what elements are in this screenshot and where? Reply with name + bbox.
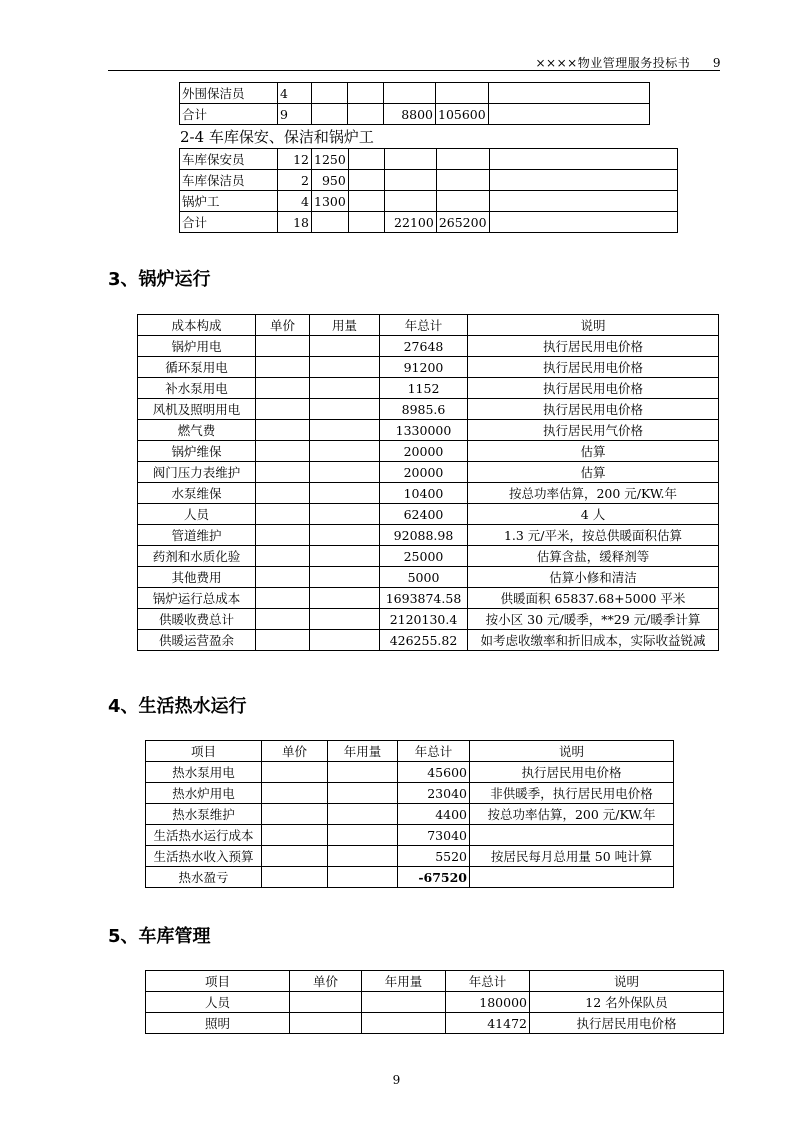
table-cell xyxy=(348,191,384,212)
table-cell xyxy=(256,336,310,357)
table-cell: 1693874.58 xyxy=(380,588,468,609)
table-cell xyxy=(328,804,398,825)
table-cell: 45600 xyxy=(398,762,470,783)
table-cell xyxy=(256,420,310,441)
table-cell: 车库保洁员 xyxy=(180,170,278,191)
table-cell xyxy=(348,212,384,233)
table-row xyxy=(138,567,719,588)
table-row xyxy=(146,804,674,825)
table-cell xyxy=(310,441,380,462)
table-cell xyxy=(290,992,362,1013)
table-cell xyxy=(488,104,649,125)
table-cell xyxy=(262,804,328,825)
table-cell: 循环泵用电 xyxy=(138,357,256,378)
table-cell: 水泵维保 xyxy=(138,483,256,504)
page-footer-number: 9 xyxy=(392,1073,401,1087)
table-cell xyxy=(328,867,398,888)
table-cell xyxy=(436,149,489,170)
table-cell xyxy=(262,825,328,846)
table-cell: 执行居民用电价格 xyxy=(468,378,719,399)
table-cell: 补水泵用电 xyxy=(138,378,256,399)
table-cell: 22100 xyxy=(384,212,436,233)
hot-water-table xyxy=(145,740,674,888)
table-cell xyxy=(310,462,380,483)
table-cell: 1250 xyxy=(312,149,349,170)
table-cell: 执行居民用电价格 xyxy=(468,357,719,378)
table-cell xyxy=(348,170,384,191)
table-cell: 阀门压力表维护 xyxy=(138,462,256,483)
table-row xyxy=(180,191,678,212)
table-cell: 执行居民用气价格 xyxy=(468,420,719,441)
table-cell xyxy=(256,483,310,504)
table-cell xyxy=(310,525,380,546)
table-cell: 执行居民用电价格 xyxy=(468,399,719,420)
table-cell: 10400 xyxy=(380,483,468,504)
table-cell: 265200 xyxy=(436,212,489,233)
table-cell xyxy=(310,420,380,441)
header-page-number: 9 xyxy=(712,56,721,70)
table-cell xyxy=(436,170,489,191)
table-cell: 按总功率估算，200 元/KW.年 xyxy=(468,483,719,504)
table-cell xyxy=(312,212,349,233)
table-cell: 按居民每月总用量 50 吨计算 xyxy=(470,846,674,867)
garage-management-table xyxy=(145,970,724,1034)
table-row xyxy=(138,483,719,504)
table-cell xyxy=(348,83,384,104)
table-cell xyxy=(384,149,436,170)
table-row xyxy=(146,992,724,1013)
table-cell: 5520 xyxy=(398,846,470,867)
table-row xyxy=(138,588,719,609)
table-cell xyxy=(328,825,398,846)
section-title-hot-water: 4、生活热水运行 xyxy=(108,696,247,717)
table-row xyxy=(146,783,674,804)
header-title: ××××物业管理服务投标书 xyxy=(535,56,691,70)
table-cell xyxy=(328,783,398,804)
table-cell: 合计 xyxy=(180,104,278,125)
table-cell: 91200 xyxy=(380,357,468,378)
table-cell xyxy=(256,441,310,462)
table-header-row xyxy=(146,741,674,762)
table-cell: -67520 xyxy=(398,867,470,888)
staff-table-continued xyxy=(179,82,650,125)
table-row xyxy=(138,609,719,630)
table-header-row xyxy=(138,315,719,336)
table-cell: 成本构成 xyxy=(138,315,256,336)
table-cell xyxy=(256,378,310,399)
table-cell xyxy=(256,504,310,525)
table-cell xyxy=(310,609,380,630)
table-cell: 执行居民用电价格 xyxy=(468,336,719,357)
table-row xyxy=(180,83,650,104)
table-cell: 92088.98 xyxy=(380,525,468,546)
sub-heading: 2-4 车库保安、保洁和锅炉工 xyxy=(180,128,374,146)
table-cell: 如考虑收缴率和折旧成本，实际收益锐减 xyxy=(468,630,719,651)
table-cell xyxy=(384,170,436,191)
table-cell xyxy=(312,104,348,125)
table-row xyxy=(146,867,674,888)
table-cell xyxy=(256,630,310,651)
table-cell xyxy=(470,867,674,888)
table-cell: 人员 xyxy=(146,992,290,1013)
garage-staff-table xyxy=(179,148,678,233)
table-cell: 2 xyxy=(278,170,312,191)
table-cell: 热水盈亏 xyxy=(146,867,262,888)
table-cell xyxy=(310,546,380,567)
table-cell: 12 xyxy=(278,149,312,170)
table-cell xyxy=(256,525,310,546)
table-cell: 73040 xyxy=(398,825,470,846)
table-cell xyxy=(348,104,384,125)
table-cell: 单价 xyxy=(262,741,328,762)
table-cell: 项目 xyxy=(146,971,290,992)
table-cell: 8800 xyxy=(384,104,436,125)
table-cell xyxy=(348,149,384,170)
table-cell xyxy=(262,846,328,867)
table-cell xyxy=(384,191,436,212)
table-cell: 按小区 30 元/暖季，**29 元/暖季计算 xyxy=(468,609,719,630)
table-cell: 外围保洁员 xyxy=(180,83,278,104)
table-cell: 1.3 元/平米，按总供暖面积估算 xyxy=(468,525,719,546)
table-cell: 生活热水收入预算 xyxy=(146,846,262,867)
table-cell: 单价 xyxy=(256,315,310,336)
table-cell: 4 xyxy=(278,191,312,212)
table-cell xyxy=(310,357,380,378)
table-cell xyxy=(310,588,380,609)
table-cell: 说明 xyxy=(530,971,724,992)
table-cell: 180000 xyxy=(446,992,530,1013)
table-cell xyxy=(310,336,380,357)
table-cell: 供暖运营盈余 xyxy=(138,630,256,651)
table-cell xyxy=(312,83,348,104)
table-cell: 12 名外保队员 xyxy=(530,992,724,1013)
table-cell: 执行居民用电价格 xyxy=(470,762,674,783)
table-cell: 车库保安员 xyxy=(180,149,278,170)
header-divider xyxy=(108,70,720,71)
table-cell: 估算小修和清洁 xyxy=(468,567,719,588)
table-row xyxy=(180,149,678,170)
table-row xyxy=(138,546,719,567)
table-cell: 药剂和水质化验 xyxy=(138,546,256,567)
table-cell: 1152 xyxy=(380,378,468,399)
table-cell: 1330000 xyxy=(380,420,468,441)
table-cell: 4 xyxy=(278,83,312,104)
table-cell: 年用量 xyxy=(328,741,398,762)
table-cell: 950 xyxy=(312,170,349,191)
table-cell xyxy=(328,846,398,867)
table-cell xyxy=(489,212,677,233)
table-cell xyxy=(256,567,310,588)
table-cell: 4400 xyxy=(398,804,470,825)
table-cell xyxy=(488,83,649,104)
table-cell: 25000 xyxy=(380,546,468,567)
table-row xyxy=(138,336,719,357)
table-cell: 年总计 xyxy=(446,971,530,992)
table-cell: 单价 xyxy=(290,971,362,992)
table-row xyxy=(146,846,674,867)
table-cell: 燃气费 xyxy=(138,420,256,441)
page-header xyxy=(535,54,721,71)
table-cell: 热水泵维护 xyxy=(146,804,262,825)
table-cell xyxy=(436,83,489,104)
table-cell: 18 xyxy=(278,212,312,233)
table-cell: 5000 xyxy=(380,567,468,588)
table-cell xyxy=(256,588,310,609)
table-cell: 锅炉维保 xyxy=(138,441,256,462)
table-cell xyxy=(256,546,310,567)
table-cell xyxy=(310,378,380,399)
table-header-row xyxy=(146,971,724,992)
table-cell: 非供暖季，执行居民用电价格 xyxy=(470,783,674,804)
table-cell: 用量 xyxy=(310,315,380,336)
table-cell: 年总计 xyxy=(380,315,468,336)
table-row xyxy=(138,441,719,462)
table-cell: 年用量 xyxy=(362,971,446,992)
table-cell xyxy=(362,992,446,1013)
table-cell: 供暖收费总计 xyxy=(138,609,256,630)
table-cell: 426255.82 xyxy=(380,630,468,651)
table-cell: 估算含盐，缓释剂等 xyxy=(468,546,719,567)
table-row xyxy=(146,762,674,783)
table-row xyxy=(138,399,719,420)
table-cell xyxy=(262,762,328,783)
table-row xyxy=(138,504,719,525)
table-row xyxy=(138,378,719,399)
table-cell: 41472 xyxy=(446,1013,530,1034)
table-cell xyxy=(262,783,328,804)
table-cell xyxy=(489,149,677,170)
table-cell: 锅炉用电 xyxy=(138,336,256,357)
table-row xyxy=(138,462,719,483)
table-row xyxy=(138,357,719,378)
table-cell xyxy=(489,170,677,191)
table-cell xyxy=(384,83,436,104)
table-cell: 按总功率估算，200 元/KW.年 xyxy=(470,804,674,825)
table-cell xyxy=(310,504,380,525)
table-row xyxy=(146,825,674,846)
table-cell: 4 人 xyxy=(468,504,719,525)
table-cell: 热水炉用电 xyxy=(146,783,262,804)
table-cell xyxy=(256,462,310,483)
table-cell: 风机及照明用电 xyxy=(138,399,256,420)
table-row xyxy=(138,630,719,651)
table-cell: 锅炉运行总成本 xyxy=(138,588,256,609)
table-cell: 62400 xyxy=(380,504,468,525)
table-cell xyxy=(262,867,328,888)
table-cell: 20000 xyxy=(380,462,468,483)
table-cell: 项目 xyxy=(146,741,262,762)
table-cell xyxy=(489,191,677,212)
table-cell: 8985.6 xyxy=(380,399,468,420)
table-cell: 生活热水运行成本 xyxy=(146,825,262,846)
table-cell: 27648 xyxy=(380,336,468,357)
table-cell: 照明 xyxy=(146,1013,290,1034)
table-cell: 9 xyxy=(278,104,312,125)
table-cell: 20000 xyxy=(380,441,468,462)
table-cell: 锅炉工 xyxy=(180,191,278,212)
table-cell xyxy=(362,1013,446,1034)
table-cell: 105600 xyxy=(436,104,489,125)
table-cell xyxy=(470,825,674,846)
table-cell xyxy=(328,762,398,783)
table-cell: 人员 xyxy=(138,504,256,525)
table-cell xyxy=(310,567,380,588)
table-cell xyxy=(310,399,380,420)
table-row xyxy=(138,525,719,546)
table-cell: 2120130.4 xyxy=(380,609,468,630)
table-row xyxy=(180,212,678,233)
table-cell: 1300 xyxy=(312,191,349,212)
table-cell: 估算 xyxy=(468,441,719,462)
table-cell: 说明 xyxy=(470,741,674,762)
table-cell: 供暖面积 65837.68+5000 平米 xyxy=(468,588,719,609)
table-cell xyxy=(256,357,310,378)
table-cell: 年总计 xyxy=(398,741,470,762)
table-cell: 执行居民用电价格 xyxy=(530,1013,724,1034)
table-cell: 估算 xyxy=(468,462,719,483)
table-row xyxy=(146,1013,724,1034)
table-cell xyxy=(310,483,380,504)
table-cell xyxy=(256,399,310,420)
table-cell: 热水泵用电 xyxy=(146,762,262,783)
table-cell xyxy=(436,191,489,212)
table-cell: 其他费用 xyxy=(138,567,256,588)
table-cell: 说明 xyxy=(468,315,719,336)
section-title-garage: 5、车库管理 xyxy=(108,926,211,947)
table-cell xyxy=(290,1013,362,1034)
table-cell: 管道维护 xyxy=(138,525,256,546)
section-title-boiler: 3、锅炉运行 xyxy=(108,269,211,290)
table-cell xyxy=(256,609,310,630)
boiler-cost-table xyxy=(137,314,719,651)
table-cell xyxy=(310,630,380,651)
table-row xyxy=(180,104,650,125)
table-row xyxy=(138,420,719,441)
table-cell: 23040 xyxy=(398,783,470,804)
table-row xyxy=(180,170,678,191)
table-cell: 合计 xyxy=(180,212,278,233)
